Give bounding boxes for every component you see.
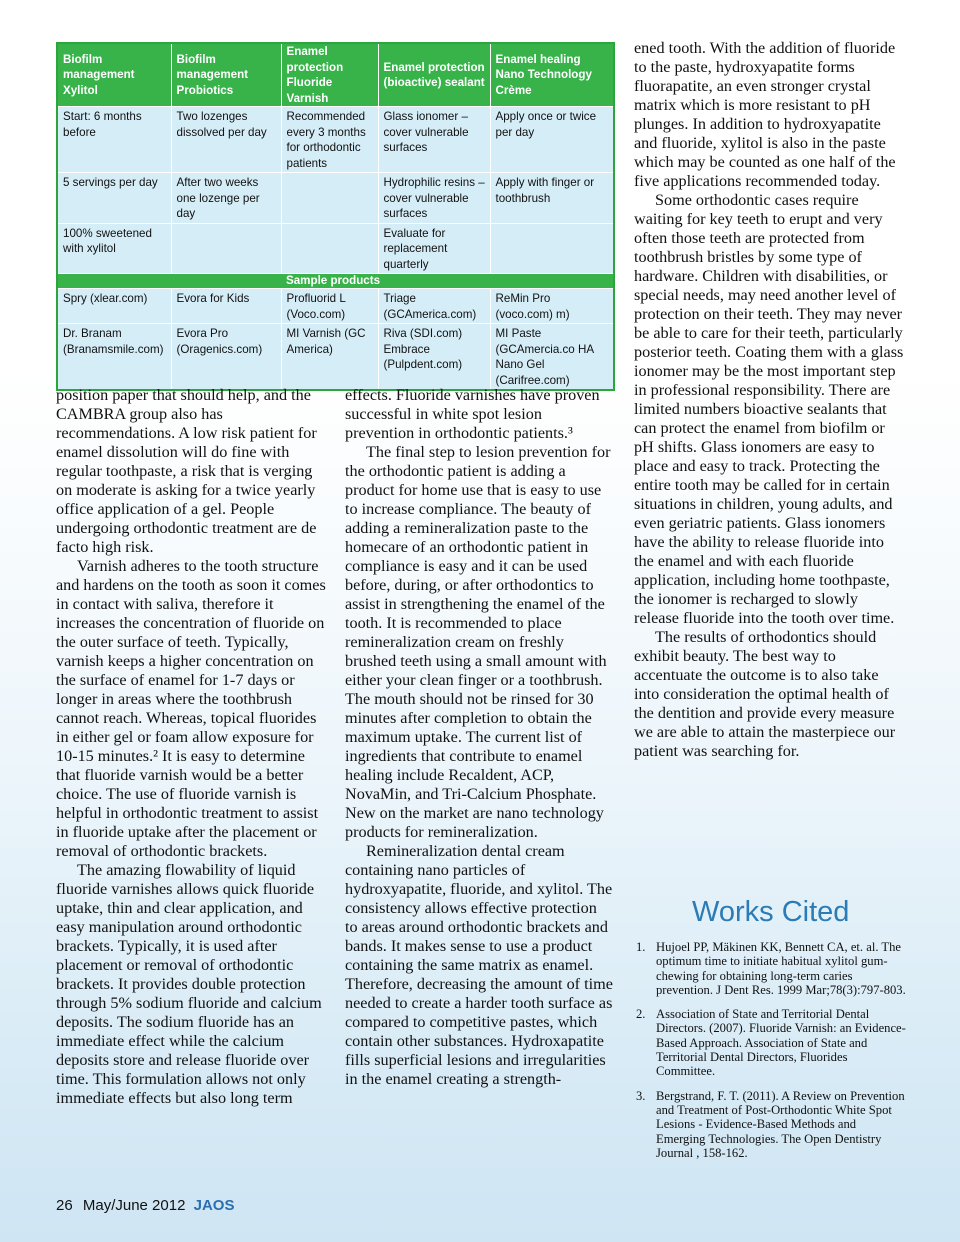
- paragraph: The amazing flowability of liquid fluoride varnishes allows quick fluoride uptake, thin and clear application, and easy manipulation around orthodontic brackets. Typically, it is used after placement or removal of orthodontic brackets. It provides double protection through 5% sodium fluoride and calcium deposits. The sodium fluoride has an immediate effect while the calcium deposits store and release fluoride over time. This formulation allows not only immediate effects but also long term: [56, 861, 322, 1107]
- header-probiotics: Biofilm management Probiotics: [171, 43, 281, 107]
- table-cell: Evora for Kids: [171, 289, 281, 324]
- paragraph: The final step to lesion prevention for the orthodontic patient is adding a product for home use that is easy to use to increase compliance. The beauty of adding a remineralization paste to the homecare of an orthodontic patient in compliance is easy and it can be used before, during, or after orthodontics to assist in strengthening the enamel of the tooth. It is recommended to place remineralization cream on freshly brushed teeth using a small amount with either your clean finger or a toothbrush. The mouth should not be rinsed for 30 minutes after completion to obtain the maximum uptake. The current list of ingredients that contribute to enamel healing include Recaldent, ACP, NovaMin, and Tri-Calcium Phosphate. New on the market are nano technology products for remineralization.: [345, 443, 611, 841]
- paragraph: position paper that should help, and the CAMBRA group also has recommendations. A low risk patient for enamel dissolution will do fine with regular toothpaste, a risk that is verging on moderate is asking for a twice yearly office application of a gel. People undergoing orthodontic treatment are de facto high risk.: [56, 386, 317, 556]
- table-row: [57, 324, 614, 391]
- table-cell: Apply once or twice per day: [490, 107, 614, 173]
- table-row: [57, 173, 614, 224]
- paragraph: effects. Fluoride varnishes have proven successful in white spot lesion prevention in orthodontic patients.³: [345, 386, 600, 442]
- paragraph: The results of orthodontics should exhibit beauty. The best way to accentuate the outcome is to also take into consideration the optimal health of the dentition and provide every measure we are able to attain the masterpiece our patient was searching for.: [634, 628, 896, 760]
- table-cell: Two lozenges dissolved per day: [171, 107, 281, 173]
- citation-number: 1.: [636, 940, 646, 954]
- paragraph: ened tooth. With the addition of fluoride to the paste, hydroxyapatite forms fluorapatite, an even stronger crystal matrix which is more resistant to pH plunges. In addition to hydroxyapatite and fluoride, xylitol is also in the paste which may be counted as one half of the five applications recommended today.: [634, 39, 896, 190]
- works-cited-list: [634, 940, 906, 1170]
- table-cell: Recommended every 3 months for orthodontic patients: [281, 107, 378, 173]
- table-cell: MI Paste (GCAmercia.co HA Nano Gel (Carifree.com): [490, 324, 614, 391]
- table-cell: Apply with finger or toothbrush: [490, 173, 614, 224]
- header-nano-technology: Enamel healing Nano Technology Crème: [490, 43, 614, 107]
- table-cell: [281, 223, 378, 274]
- table-cell: ReMin Pro (voco.com) m): [490, 289, 614, 324]
- table-cell: Evora Pro (Oragenics.com): [171, 324, 281, 391]
- table-cell: [281, 173, 378, 224]
- text-column-middle: [345, 386, 613, 1089]
- header-fluoride-varnish: Enamel protection Fluoride Varnish: [281, 43, 378, 107]
- citation-text: Bergstrand, F. T. (2011). A Review on Prevention and Treatment of Post-Orthodontic White Spot Lesions - Evidence-Based Methods and Emerging Technologies. The Open Dentistry Journal , 158-162.: [656, 1088, 905, 1160]
- table-cell: Riva (SDI.com) Embrace (Pulpdent.com): [378, 324, 490, 391]
- table-cell: Spry (xlear.com): [57, 289, 171, 324]
- table-cell: 100% sweetened with xylitol: [57, 223, 171, 274]
- table-cell: Triage (GCAmerica.com): [378, 289, 490, 324]
- page-footer: [56, 1197, 234, 1214]
- table-row: [57, 107, 614, 173]
- table-cell: Hydrophilic resins – cover vulnerable surfaces: [378, 173, 490, 224]
- table-cell: Glass ionomer – cover vulnerable surfaces: [378, 107, 490, 173]
- citation-item: [634, 1089, 906, 1160]
- citation-number: 3.: [636, 1088, 646, 1103]
- products-table: [56, 42, 615, 391]
- citation-text: Hujoel PP, Mäkinen KK, Bennett CA, et. al. The optimum time to initiate habitual xylitol gum-chewing for obtaining long-term caries prevention. J Dent Res. 1999 Mar;78(3):797-803.: [656, 940, 906, 997]
- page-number: 26: [56, 1197, 73, 1214]
- text-column-right: [634, 39, 904, 761]
- paragraph: Some orthodontic cases require waiting for key teeth to erupt and very often those teeth are protected from toothbrush bristles by some type of hardware. Children with disabilities, or special needs, may need another level of protection on their teeth. They may never be able to care for their teeth, particularly posterior teeth. Coating them with a glass ionomer may be the most important step in professional responsibility. There are limited numbers bioactive sealants that can protect the enamel from biofilm or pH shifts. Glass ionomers are easy to place and easy to track. Protecting the entire tooth may be called for in certain situations in children, young adults, and even geriatric patients. Glass ionomers have the ability to release fluoride into the enamel and with each fluoride application, including home toothpaste, the ionomer is recharged to slowly release fluoride into the tooth over time.: [634, 191, 904, 627]
- table-cell: [171, 223, 281, 274]
- paragraph: Varnish adheres to the tooth structure and hardens on the tooth as soon it comes in contact with saliva, therefore it increases the concentration of fluoride on the outer surface of teeth. Typically, varnish keeps a higher concentration on the surface of enamel for 1-7 days or longer in areas where the toothbrush cannot reach. Whereas, topical fluorides in either gel or foam allow exposure for 10-15 minutes.² It is easy to determine that fluoride varnish would be a better choice. The use of fluoride varnish is helpful in orthodontic treatment to assist in fluoride uptake after the placement or removal of orthodontic brackets.: [56, 557, 326, 860]
- works-cited-heading: Works Cited: [692, 896, 850, 928]
- citation-item: [634, 1007, 906, 1078]
- text-column-left: [56, 386, 326, 1108]
- table-cell: Start: 6 months before: [57, 107, 171, 173]
- paragraph: Remineralization dental cream containing nano particles of hydroxyapatite, fluoride, and xylitol. The consistency allows effective protection to areas around orthodontic brackets and bands. It makes sense to use a product containing the same matrix as enamel. Therefore, decreasing the amount of time needed to create a harder tooth surface as compared to competitive pastes, which contain other substances. Hydroxapatite fills superficial lesions and irregularities in the enamel creating a strength-: [345, 842, 613, 1088]
- table-row: [57, 289, 614, 324]
- issue-date: May/June 2012: [82, 1197, 186, 1214]
- citation-text: Association of State and Territorial Dental Directors. (2007). Fluoride Varnish: an Evidence-Based Approach. Association of State and Territorial Dental Directors, Fluorides Committee.: [656, 1007, 906, 1079]
- table-row: [57, 223, 614, 274]
- table-header-row: [57, 43, 614, 107]
- citation-number: 2.: [636, 1007, 646, 1022]
- header-sealant: Enamel protection (bioactive) sealant: [378, 43, 490, 107]
- citation-item: [634, 940, 906, 997]
- table-cell: MI Varnish (GC America): [281, 324, 378, 391]
- sample-products-label: Sample products: [57, 274, 614, 289]
- sample-products-band: [57, 274, 614, 289]
- header-xylitol: Biofilm management Xylitol: [57, 43, 171, 107]
- journal-name: JAOS: [193, 1197, 235, 1214]
- table-cell: 5 servings per day: [57, 173, 171, 224]
- table-cell: Dr. Branam (Branamsmile.com): [57, 324, 171, 391]
- table-cell: Evaluate for replacement quarterly: [378, 223, 490, 274]
- table-cell: After two weeks one lozenge per day: [171, 173, 281, 224]
- table-cell: Profluorid L (Voco.com): [281, 289, 378, 324]
- table-cell: [490, 223, 614, 274]
